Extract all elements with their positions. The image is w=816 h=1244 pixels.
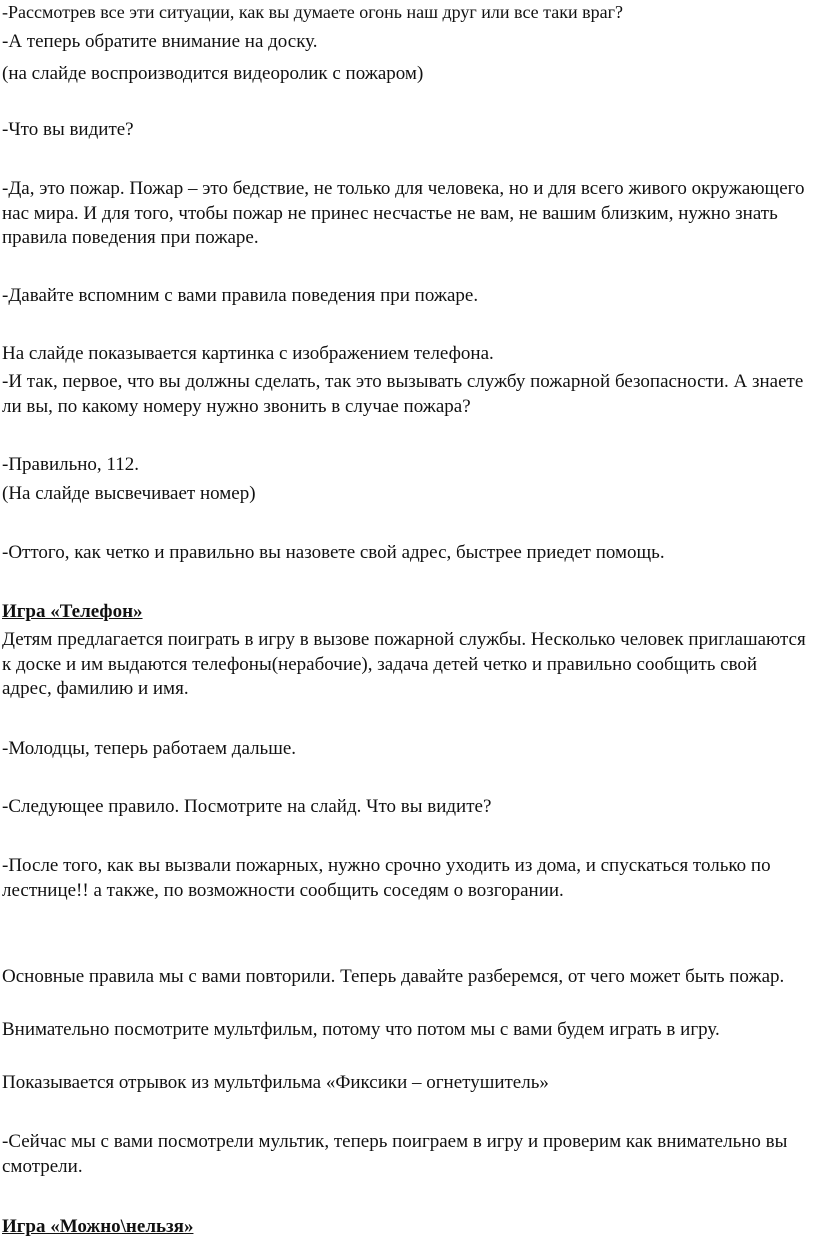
- paragraph: На слайде показывается картинка с изображением телефона.: [2, 343, 494, 364]
- paragraph: -И так, первое, что вы должны сделать, так это вызывать службу пожарной безопасности. А знаете ли вы, по какому номеру нужно звонить в случае пожара?: [2, 371, 804, 417]
- paragraph: -Правильно, 112.: [2, 454, 139, 475]
- paragraph: -Сейчас мы с вами посмотрели мультик, теперь поиграем в игру и проверим как внимательно вы смотрели.: [2, 1131, 788, 1177]
- paragraph: (На слайде высвечивает номер): [2, 483, 256, 504]
- paragraph: -Следующее правило. Посмотрите на слайд. Что вы видите?: [2, 796, 492, 817]
- paragraph: (на слайде воспроизводится видеоролик с пожаром): [2, 63, 424, 84]
- paragraph: -После того, как вы вызвали пожарных, нужно срочно уходить из дома, и спускаться только по лестнице!! а также, по возможности сообщить соседям о возгорании.: [2, 855, 771, 901]
- paragraph: -Давайте вспомним с вами правила поведения при пожаре.: [2, 285, 479, 306]
- paragraph: -Оттого, как четко и правильно вы назовете свой адрес, быстрее приедет помощь.: [2, 542, 665, 563]
- paragraph: -А теперь обратите внимание на доску.: [2, 31, 318, 52]
- paragraph: -Молодцы, теперь работаем дальше.: [2, 738, 297, 759]
- paragraph: Внимательно посмотрите мультфильм, потому что потом мы с вами будем играть в игру.: [2, 1019, 720, 1040]
- paragraph: -Рассмотрев все эти ситуации, как вы думаете огонь наш друг или все таки враг?: [2, 2, 623, 22]
- paragraph: -Да, это пожар. Пожар – это бедствие, не только для человека, но и для всего живого окружающего нас мира. И для того, чтобы пожар не принес несчастье не вам, не вашим близким, нужно знать правила поведения при пожаре.: [2, 178, 805, 248]
- paragraph: Показывается отрывок из мультфильма «Фиксики – огнетушитель»: [2, 1072, 549, 1093]
- paragraph: Детям предлагается поиграть в игру в вызове пожарной службы. Несколько человек приглашаются к доске и им выдаются телефоны(нерабочие), задача детей четко и правильно сообщить свой адрес, фамилию и имя.: [2, 629, 806, 699]
- section-heading: Игра «Можно\нельзя»: [2, 1216, 194, 1237]
- paragraph: Основные правила мы с вами повторили. Теперь давайте разберемся, от чего может быть пожар.: [2, 966, 785, 987]
- section-heading: Игра «Телефон»: [2, 601, 143, 622]
- paragraph: -Что вы видите?: [2, 119, 134, 140]
